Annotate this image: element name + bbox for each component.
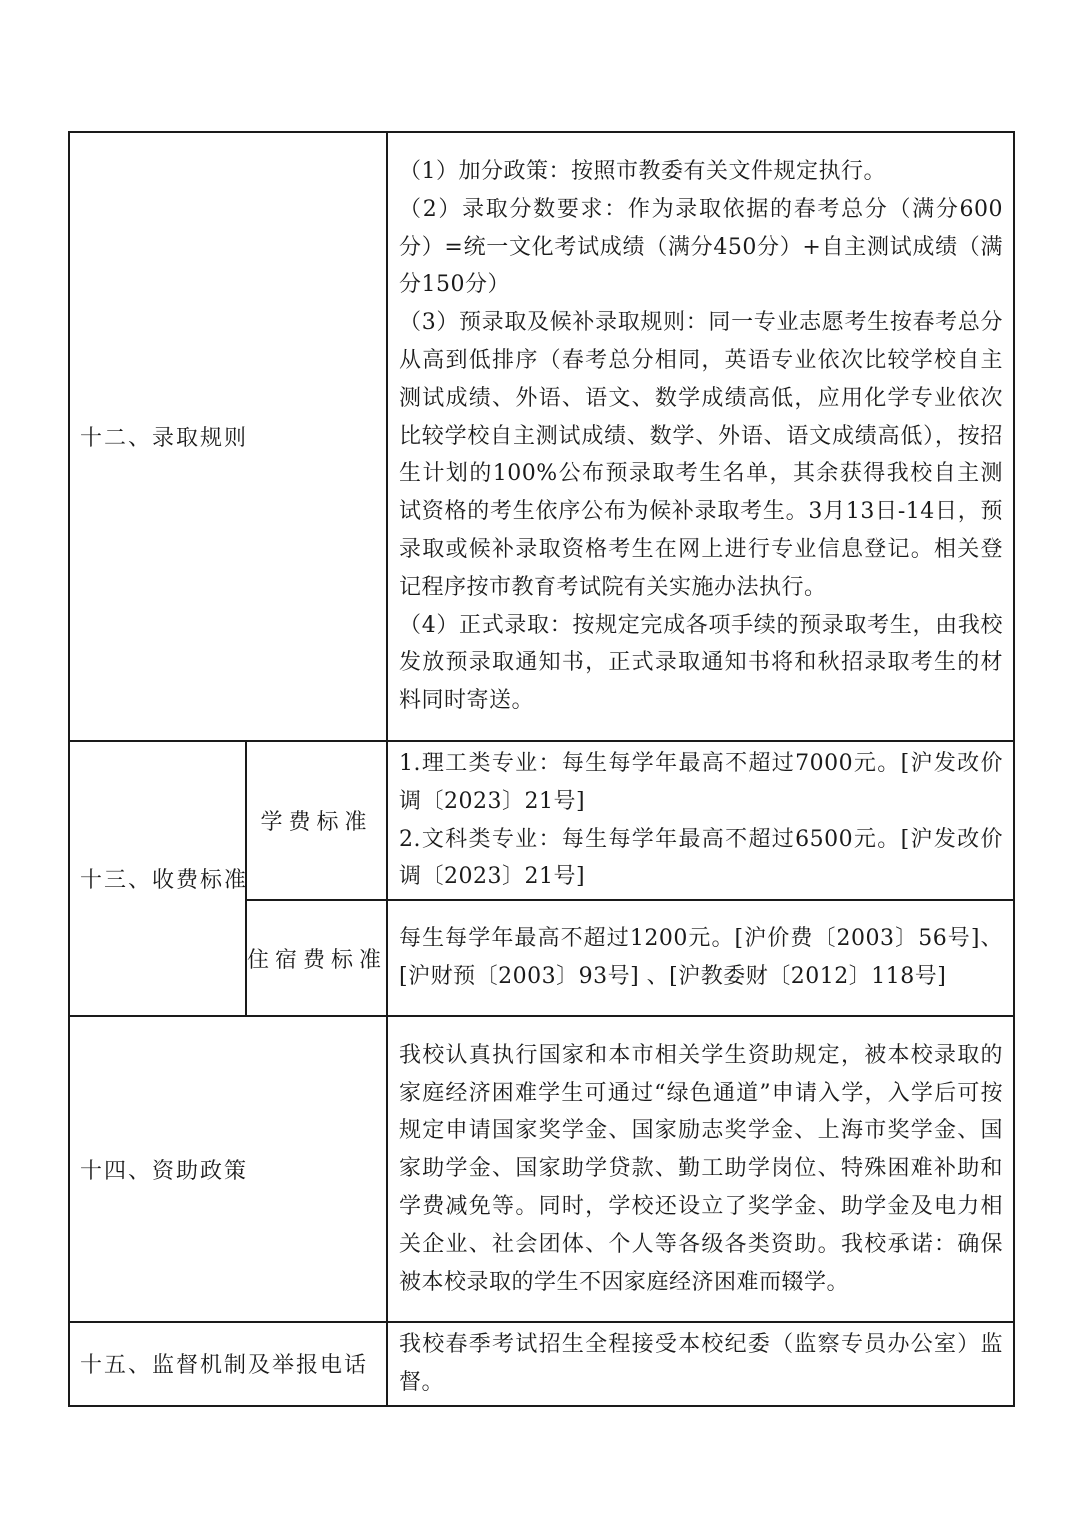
row-content [387, 1322, 1014, 1406]
paragraph: 每生每学年最高不超过1200元。[沪价费〔2003〕56号]、[沪财预〔2003〕93号] 、[沪教委财〔2012〕118号] [399, 926, 1004, 990]
paragraph: （2）录取分数要求：作为录取依据的春考总分（满分600分）=统一文化考试成绩（满分450分）+自主测试成绩（满分150分） [399, 196, 1004, 298]
row-content [387, 900, 1014, 1016]
paragraph: （3）预录取及候补录取规则：同一专业志愿考生按春考总分从高到低排序（春考总分相同，英语专业依次比较学校自主测试成绩、外语、语文、数学成绩高低，应用化学专业依次比较学校自主测试成绩、数学、外语、语文成绩高低），按招生计划的100%公布预录取考生名单，其余获得我校自主测试资格的考生依序公布为候补录取考生。3月13日-14日，预录取或候补录取资格考生在网上进行专业信息登记。相关登记程序按市教育考试院有关实施办法执行。 [399, 310, 1004, 600]
row-aid-policy [69, 1016, 1014, 1322]
row-label: 十五、监督机制及举报电话 [69, 1322, 387, 1406]
paragraph: （4）正式录取：按规定完成各项手续的预录取考生，由我校发放预录取通知书，正式录取通知书将和秋招录取考生的材料同时寄送。 [399, 612, 1004, 714]
paragraph: 我校认真执行国家和本市相关学生资助规定，被本校录取的家庭经济困难学生可通过“绿色通道”申请入学，入学后可按规定申请国家奖学金、国家励志奖学金、上海市奖学金、国家助学金、国家助学贷款、勤工助学岗位、特殊困难补助和学费减免等。同时，学校还设立了奖学金、助学金及电力相关企业、社会团体、个人等各级各类资助。我校承诺：确保被本校录取的学生不因家庭经济困难而辍学。 [399, 1042, 1004, 1295]
row-label: 十二、录取规则 [69, 132, 387, 741]
paragraph: 2.文科类专业：每生每学年最高不超过6500元。[沪发改价调〔2023〕21号] [399, 826, 1004, 890]
row-content [387, 741, 1014, 900]
row-admission-rules [69, 132, 1014, 741]
row-label: 十四、资助政策 [69, 1016, 387, 1322]
paragraph: 1.理工类专业：每生每学年最高不超过7000元。[沪发改价调〔2023〕21号] [399, 751, 1004, 814]
row-label: 十三、收费标准 [69, 741, 246, 1016]
sub-label-tuition: 学费标准 [246, 741, 387, 900]
sub-label-dorm: 住宿费标准 [246, 900, 387, 1016]
row-fees-tuition [69, 741, 1014, 900]
row-content [387, 132, 1014, 741]
policy-table [68, 131, 1015, 1407]
paragraph: 我校春季考试招生全程接受本校纪委（监察专员办公室）监督。 [399, 1332, 1004, 1395]
row-supervision [69, 1322, 1014, 1406]
paragraph: （1）加分政策：按照市教委有关文件规定执行。 [399, 159, 887, 185]
row-content [387, 1016, 1014, 1322]
